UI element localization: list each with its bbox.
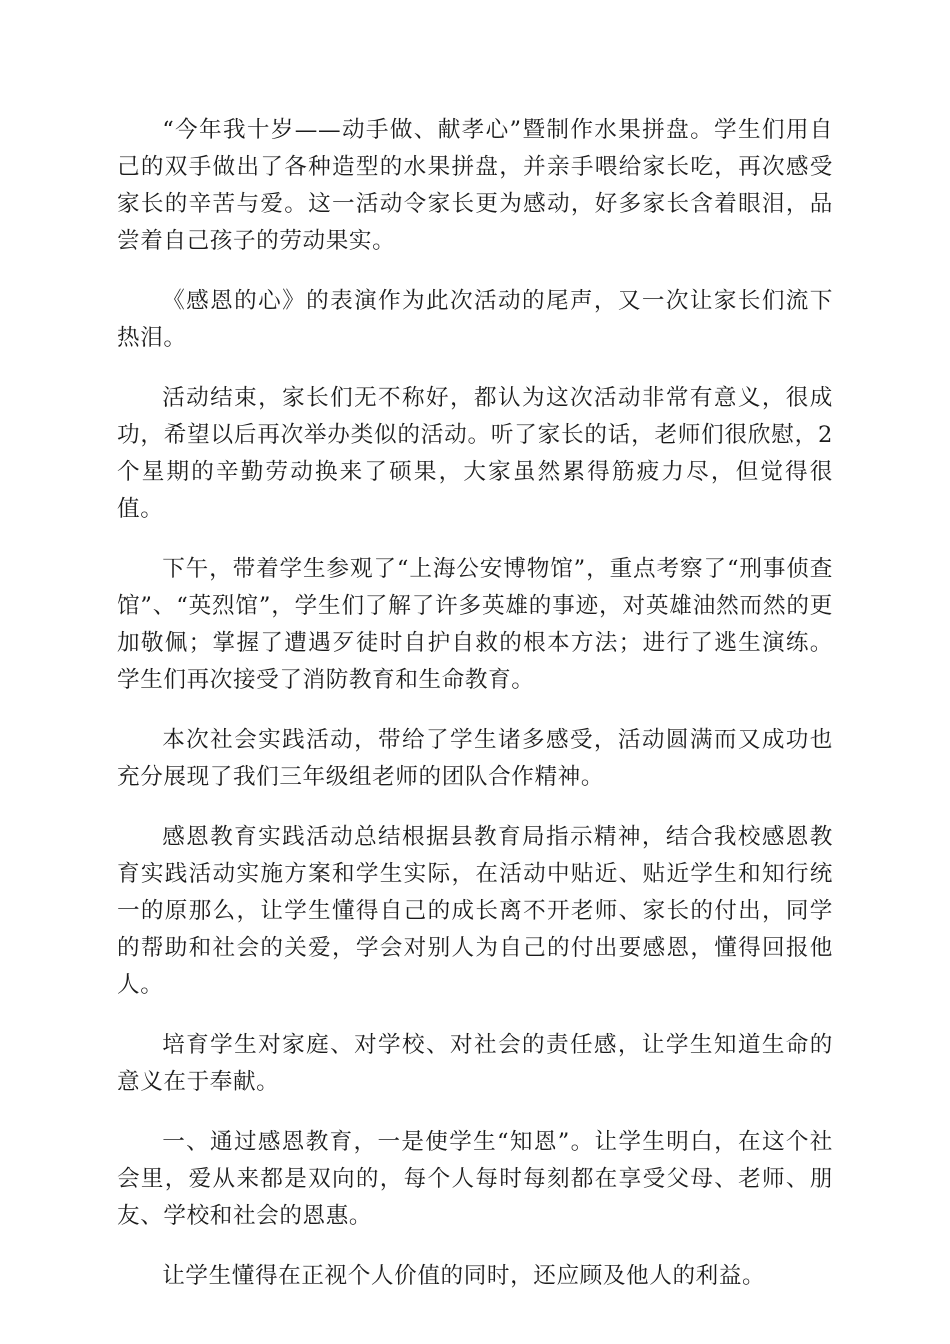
paragraph-1: “今年我十岁——动手做、献孝心”暨制作水果拼盘。学生们用自己的双手做出了各种造型的水果拼盘，并亲手喂给家长吃，再次感受家长的辛苦与爱。这一活动令家长更为感动，好多家长含着眼泪，品尝着自己孩子的劳动果实。 xyxy=(117,117,833,254)
paragraph-7: 培育学生对家庭、对学校、对社会的责任感，让学生知道生命的意义在于奉献。 xyxy=(117,1032,833,1095)
paragraph-8: 一、通过感恩教育，一是使学生“知恩”。让学生明白，在这个社会里，爱从来都是双向的，每个人每时每刻都在享受父母、老师、朋友、学校和社会的恩惠。 xyxy=(117,1129,833,1229)
paragraph-3: 活动结束，家长们无不称好，都认为这次活动非常有意义，很成功，希望以后再次举办类似的活动。听了家长的话，老师们很欣慰，2个星期的辛勤劳动换来了硕果，大家虽然累得筋疲力尽，但觉得很值。 xyxy=(117,385,833,522)
paragraph-6: 感恩教育实践活动总结根据县教育局指示精神，结合我校感恩教育实践活动实施方案和学生实际，在活动中贴近、贴近学生和知行统一的原那么，让学生懂得自己的成长离不开老师、家长的付出，同学的帮助和社会的关爱，学会对别人为自己的付出要感恩，懂得回报他人。 xyxy=(117,824,833,998)
paragraph-2: 《感恩的心》的表演作为此次活动的尾声，又一次让家长们流下热泪。 xyxy=(117,288,833,351)
paragraph-9: 让学生懂得在正视个人价值的同时，还应顾及他人的利益。 xyxy=(162,1263,766,1289)
paragraph-4: 下午，带着学生参观了“上海公安博物馆”，重点考察了“刑事侦查馆”、“英烈馆”，学生们了解了许多英雄的事迹，对英雄油然而然的更加敬佩；掌握了遭遇歹徒时自护自救的根本方法；进行了逃生演练。学生们再次接受了消防教育和生命教育。 xyxy=(117,556,833,693)
document-body xyxy=(117,112,833,1318)
paragraph-5: 本次社会实践活动，带给了学生诸多感受，活动圆满而又成功也充分展现了我们三年级组老师的团队合作精神。 xyxy=(117,727,833,790)
